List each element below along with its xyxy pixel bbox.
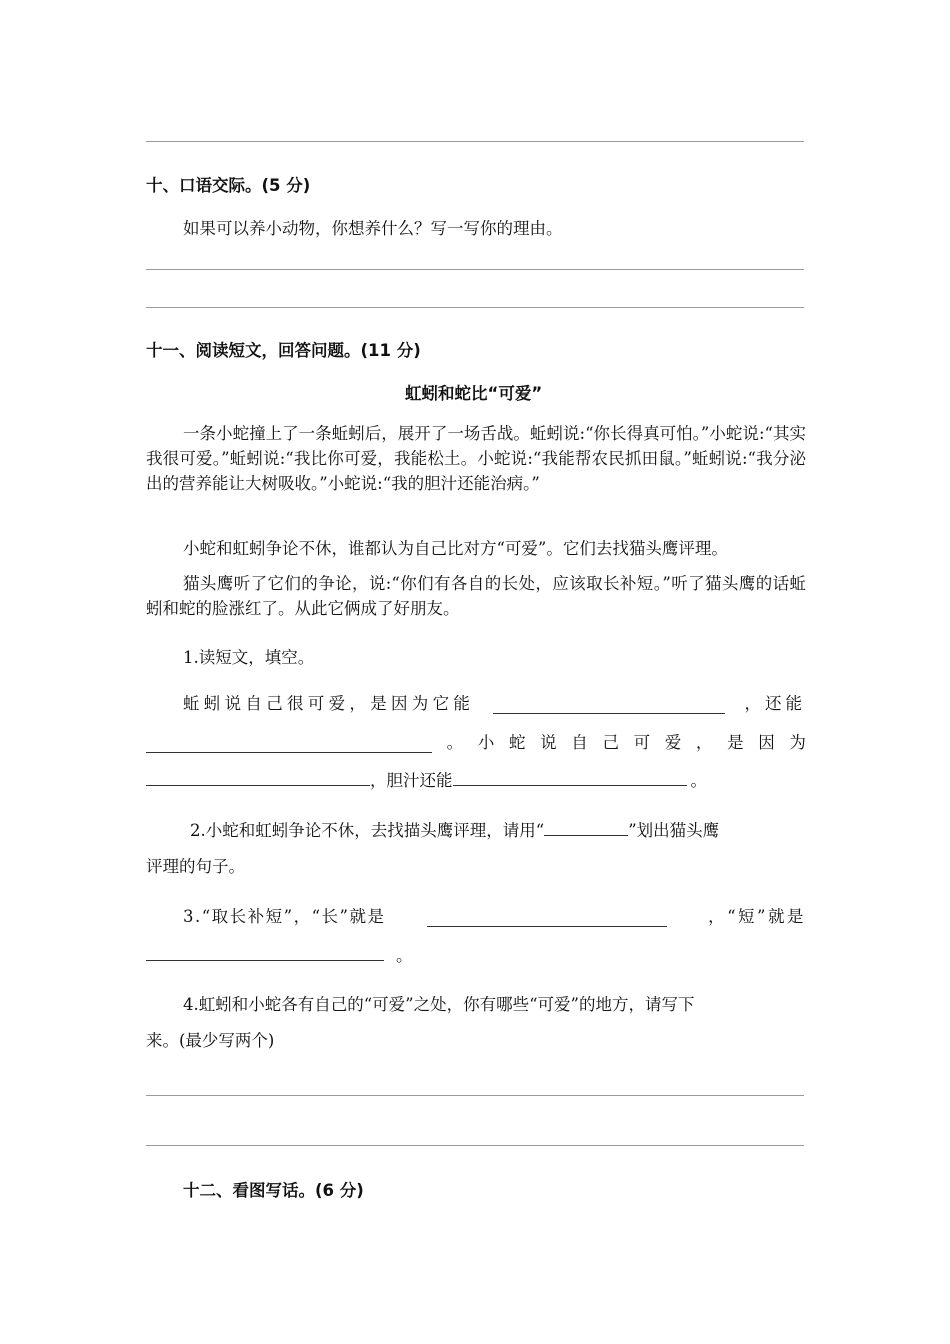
question-3-text: 3.“取长补短”，“长”就是 xyxy=(183,907,386,926)
question-1-char: 因 xyxy=(758,733,775,752)
question-2-line-2: 评理的句子。 xyxy=(146,857,245,876)
fill-blank[interactable] xyxy=(146,768,370,786)
fill-blank[interactable] xyxy=(146,943,384,961)
question-4-line-2: 来。(最少写两个) xyxy=(146,1031,275,1050)
story-paragraph: 一条小蛇撞上了一条蚯蚓后，展开了一场舌战。蚯蚓说:“你长得真可怕。”小蛇说:“其实我很可爱。”蚯蚓说:“我比你可爱，我能松土。小蛇说:“我能帮农民抓田鼠。”蚯蚓说:“我分泌出的营养能让大树吸收。”小蛇说:“我的胆汁还能治病。” xyxy=(146,424,806,493)
question-1-char: 爱 xyxy=(664,733,682,752)
section-11-heading: 十一、阅读短文，回答问题。(11 分) xyxy=(146,341,421,360)
section-10-prompt: 如果可以养小动物，你想养什么？写一写你的理由。 xyxy=(183,219,563,238)
question-1-char: 是 xyxy=(727,733,744,752)
answer-line[interactable] xyxy=(146,1095,804,1096)
question-2-text: ”划出猫头鹰 xyxy=(628,821,720,840)
question-3-line-2 xyxy=(146,942,413,966)
fill-blank[interactable] xyxy=(427,909,667,927)
question-3-text: 。 xyxy=(396,946,413,965)
question-2-text: 2.小蛇和虹蚓争论不休，去找描头鹰评理，请用“ xyxy=(190,821,545,840)
question-1-line-3 xyxy=(146,767,707,791)
question-1-text: 。 xyxy=(446,733,464,752)
answer-line[interactable] xyxy=(146,307,804,308)
question-1-char: 自 xyxy=(571,733,588,752)
question-1-char: 蛇 xyxy=(508,733,526,752)
story-paragraph: 猫头鹰听了它们的争论，说:“你们有各自的长处，应该取长补短。”听了猫头鹰的话蚯蚓和蛇的脸涨红了。从此它俩成了好朋友。 xyxy=(146,574,806,618)
question-1-char: 为 xyxy=(789,733,806,752)
question-1-text: ，还能 xyxy=(744,694,806,713)
question-1-label: 1.读短文，填空。 xyxy=(183,648,315,667)
answer-line[interactable] xyxy=(146,269,804,270)
answer-line xyxy=(146,141,804,142)
fill-blank[interactable] xyxy=(453,768,687,786)
story-title: 虹蚓和蛇比“可爱” xyxy=(405,384,543,403)
question-3-line-1 xyxy=(146,903,806,927)
story-paragraph: 小蛇和虹蚓争论不休，谁都认为自己比对方“可爱”。它们去找猫头鹰评理。 xyxy=(183,539,728,558)
question-1-text: ，胆汁还能 xyxy=(370,771,453,790)
question-1-char: 说 xyxy=(540,733,557,752)
fill-blank[interactable] xyxy=(146,735,432,753)
question-1-line-2 xyxy=(146,729,806,753)
section-12-heading: 十二、看图写话。(6 分) xyxy=(183,1181,364,1200)
section-10-heading: 十、口语交际。(5 分) xyxy=(146,176,311,195)
question-1-text: 蚯蚓说自己很可爱，是因为它能 xyxy=(183,694,475,713)
question-1-char: 己 xyxy=(602,733,619,752)
question-1-char: ， xyxy=(695,733,713,752)
fill-blank[interactable] xyxy=(493,696,725,714)
question-4-line-1: 4.虹蚓和小蛇各有自己的“可爱”之处，你有哪些“可爱”的地方，请写下 xyxy=(183,995,695,1014)
question-1-line-1 xyxy=(146,690,806,714)
question-2-line-1 xyxy=(190,817,719,841)
question-1-text: 。 xyxy=(690,771,707,790)
question-1-char: 可 xyxy=(633,733,651,752)
question-3-text: ，“短”就是 xyxy=(708,907,806,926)
answer-line[interactable] xyxy=(146,1145,804,1146)
fill-blank[interactable] xyxy=(544,818,628,836)
question-1-char: 小 xyxy=(477,733,495,752)
